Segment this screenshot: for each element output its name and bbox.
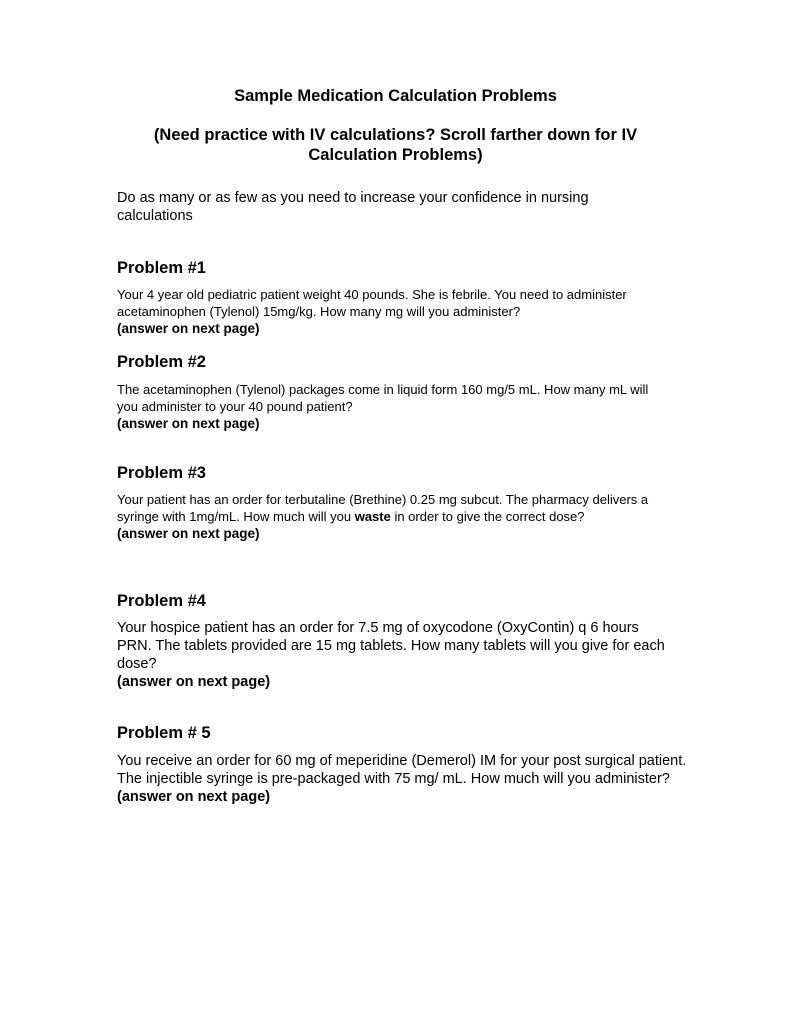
problem-4-heading: Problem #4: [117, 592, 206, 610]
problem-3-text-after: in order to give the correct dose?: [390, 509, 585, 524]
intro-paragraph: Do as many or as few as you need to increase your confidence in nursing calculations: [117, 190, 589, 224]
problem-1-answer: (answer on next page): [117, 321, 260, 336]
problem-3-body: [117, 491, 662, 542]
problem-5-text: You receive an order for 60 mg of meperidine (Demerol) IM for your post surgical patient. The injectible syringe is pre-packaged with 75 mg/ mL. How much will you administer?: [117, 753, 687, 787]
problem-1-heading: Problem #1: [117, 259, 206, 277]
problem-3-text-before: Your patient has an order for terbutaline (Brethine) 0.25 mg subcut. The pharmacy delivers a syringe with 1mg/mL. How much will you: [117, 492, 649, 524]
subtitle-line-1: (Need practice with IV calculations? Scroll farther down for IV: [153, 126, 638, 144]
problem-3-answer: (answer on next page): [117, 526, 260, 541]
problem-2-body: [117, 381, 662, 432]
problem-3-text-bold: waste: [354, 509, 391, 524]
problem-5-body: [117, 752, 687, 806]
problem-4-text: Your hospice patient has an order for 7.5 mg of oxycodone (OxyContin) q 6 hours PRN. The tablets provided are 15 mg tablets. How many tablets will you give for each dose?: [117, 620, 665, 672]
problem-2-answer: (answer on next page): [117, 416, 260, 431]
document-subtitle: [0, 125, 791, 165]
problem-5-answer: (answer on next page): [117, 789, 271, 805]
problem-5-heading: Problem # 5: [117, 724, 211, 742]
problem-4-answer: (answer on next page): [117, 674, 271, 690]
subtitle-line-2: Calculation Problems): [308, 146, 483, 164]
problem-2-text: The acetaminophen (Tylenol) packages come in liquid form 160 mg/5 mL. How many mL will you administer to your 40 pound patient?: [117, 382, 649, 414]
problem-2-heading: Problem #2: [117, 353, 206, 371]
problem-3-heading: Problem #3: [117, 464, 206, 482]
problem-1-body: [117, 286, 647, 337]
problem-1-text: Your 4 year old pediatric patient weight 40 pounds. She is febrile. You need to administer acetaminophen (Tylenol) 15mg/kg. How many mg will you administer?: [117, 287, 627, 319]
problem-4-body: [117, 619, 667, 691]
document-title: Sample Medication Calculation Problems: [234, 87, 557, 105]
